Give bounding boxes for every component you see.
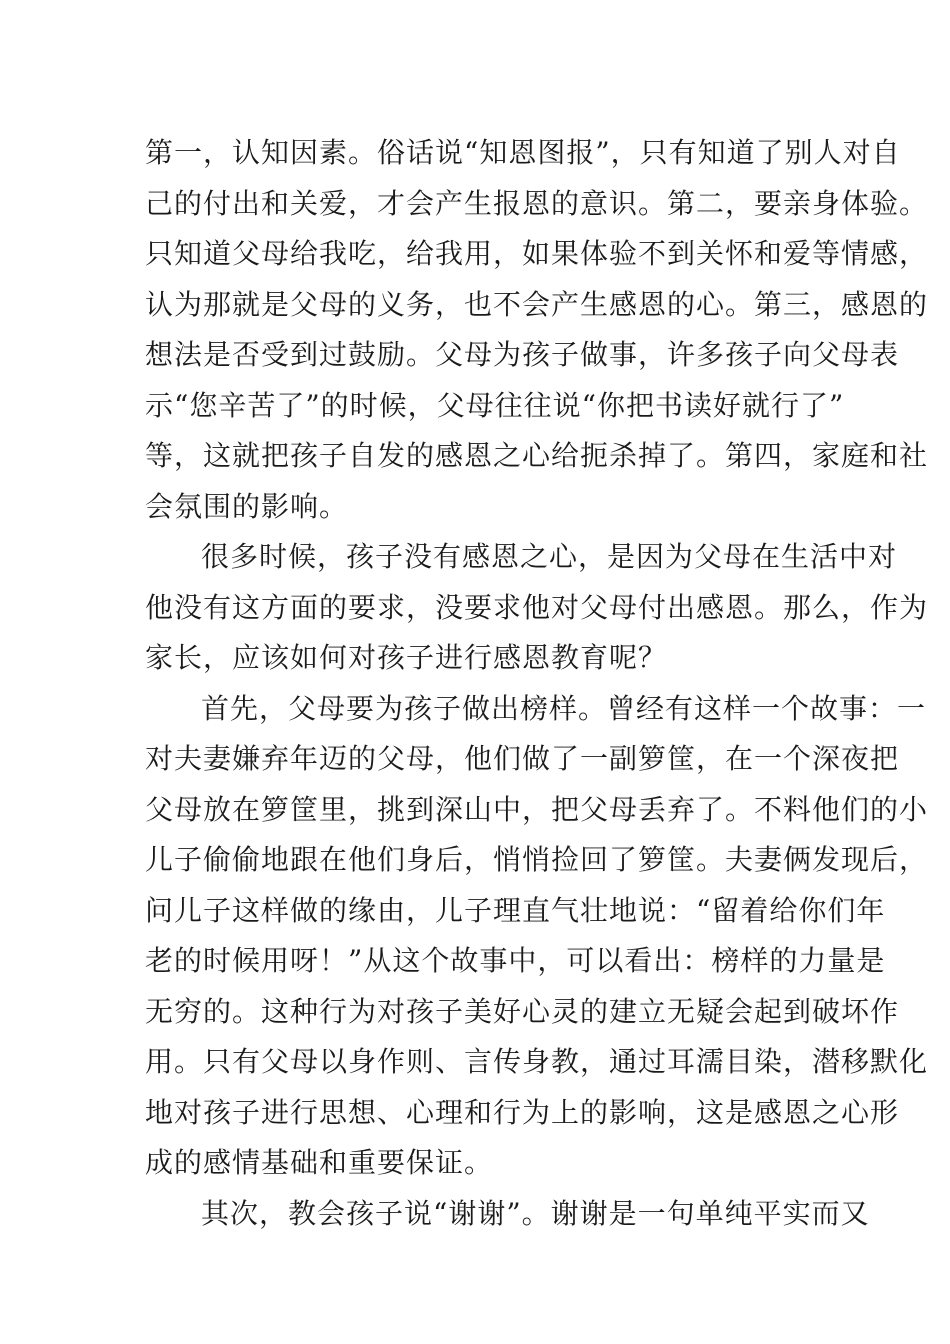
text-line: 其次，教会孩子说“谢谢”。谢谢是一句单纯平实而又	[201, 1196, 870, 1230]
document-body	[145, 128, 929, 1239]
text-line: 首先，父母要为孩子做出榜样。曾经有这样一个故事：一	[201, 691, 927, 725]
text-line: 问儿子这样做的缘由，儿子理直气壮地说：“留着给你们年	[145, 893, 886, 927]
text-line: 家长，应该如何对孩子进行感恩教育呢？	[145, 641, 668, 674]
text-line: 儿子偷偷地跟在他们身后，悄悄捡回了箩筐。夫妻俩发现后，	[145, 843, 929, 876]
text-line: 成的感情基础和重要保证。	[145, 1146, 494, 1179]
text-line: 老的时候用呀！”从这个故事中，可以看出：榜样的力量是	[145, 944, 886, 977]
text-line: 会氛围的影响。	[145, 489, 349, 523]
text-line: 认为那就是父母的义务，也不会产生感恩的心。第三，感恩的	[145, 287, 929, 321]
text-line: 己的付出和关爱，才会产生报恩的意识。第二，要亲身体验。	[145, 186, 929, 220]
text-line: 对夫妻嫌弃年迈的父母，他们做了一副箩筐，在一个深夜把	[145, 742, 900, 775]
text-line: 用。只有父母以身作则、言传身教，通过耳濡目染，潜移默化	[145, 1045, 929, 1078]
text-line: 地对孩子进行思想、心理和行为上的影响，这是感恩之心形	[145, 1095, 900, 1129]
text-line: 第一，认知因素。俗话说“知恩图报”，只有知道了别人对自	[145, 136, 901, 169]
text-line: 等，这就把孩子自发的感恩之心给扼杀掉了。第四，家庭和社	[145, 439, 929, 472]
text-line: 无穷的。这种行为对孩子美好心灵的建立无疑会起到破坏作	[145, 994, 900, 1028]
text-line: 很多时候，孩子没有感恩之心，是因为父母在生活中对	[201, 540, 898, 573]
text-line: 想法是否受到过鼓励。父母为孩子做事，许多孩子向父母表	[145, 338, 900, 371]
text-line: 示“您辛苦了”的时候，父母往往说“你把书读好就行了”	[145, 388, 845, 422]
text-line: 父母放在箩筐里，挑到深山中，把父母丢弃了。不料他们的小	[145, 792, 929, 826]
text-line: 他没有这方面的要求，没要求他对父母付出感恩。那么，作为	[145, 590, 929, 624]
text-line: 只知道父母给我吃，给我用，如果体验不到关怀和爱等情感，	[145, 237, 929, 270]
